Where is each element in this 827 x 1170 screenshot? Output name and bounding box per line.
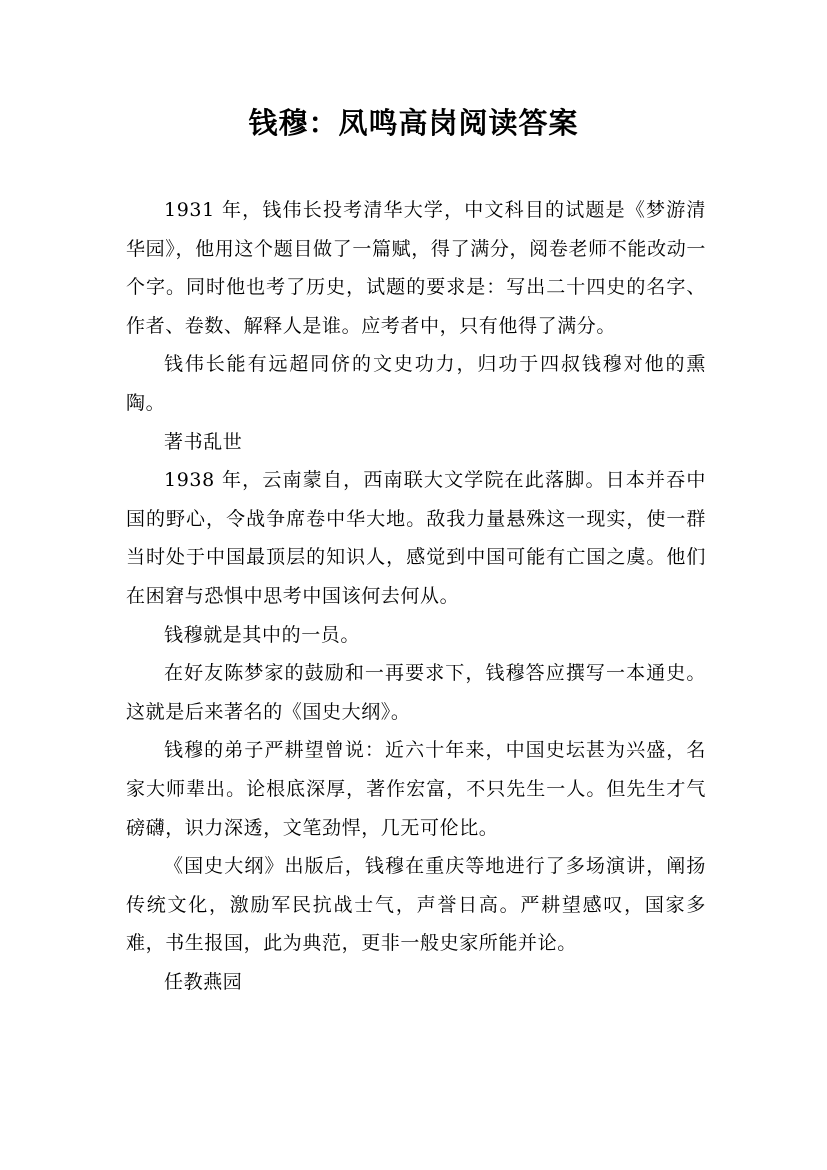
section-heading-writing-in-wartime: 著书乱世 [164,430,243,453]
paragraph-yan-gengwang-comment: 钱穆的弟子严耕望曾说：近六十年来，中国史坛甚为兴盛，名家大师辈出。论根底深厚，著作宏富，不只先生一人。但先生才气磅礴，识力深透，文笔劲悍，几无可伦比。 [126,739,706,839]
document-body [126,191,706,1001]
paragraph-qian-weichang-exam: 1931 年，钱伟长投考清华大学，中文科目的试题是《梦游清华园》，他用这个题目做了一篇赋，得了满分，阅卷老师不能改动一个字。同时他也考了历史，试题的要求是：写出二十四史的名字、作者、卷数、解释人是谁。应考者中，只有他得了满分。 [126,199,706,337]
section-heading-teaching-at-yanyuan: 任教燕园 [164,970,243,993]
paragraph-uncle-influence: 钱伟长能有远超同侪的文史功力，归功于四叔钱穆对他的熏陶。 [126,353,706,414]
paragraph-lectures-after-publication: 《国史大纲》出版后，钱穆在重庆等地进行了多场演讲，阐扬传统文化，激励军民抗战士气，声誉日高。严耕望感叹，国家多难，书生报国，此为典范，更非一般史家所能并论。 [126,855,706,955]
document-title: 钱穆：凤鸣高岗阅读答案 [248,106,579,140]
paragraph-southwest-associated-university: 1938 年，云南蒙自，西南联大文学院在此落脚。日本并吞中国的野心，令战争席卷中华大地。敌我力量悬殊这一现实，使一群当时处于中国最顶层的知识人，感觉到中国可能有亡国之虞。他们在困窘与恐惧中思考中国该何去何从。 [126,469,706,607]
paragraph-qian-mu-member: 钱穆就是其中的一员。 [164,623,361,646]
paragraph-general-history: 在好友陈梦家的鼓励和一再要求下，钱穆答应撰写一本通史。这就是后来著名的《国史大纲》。 [126,662,706,723]
